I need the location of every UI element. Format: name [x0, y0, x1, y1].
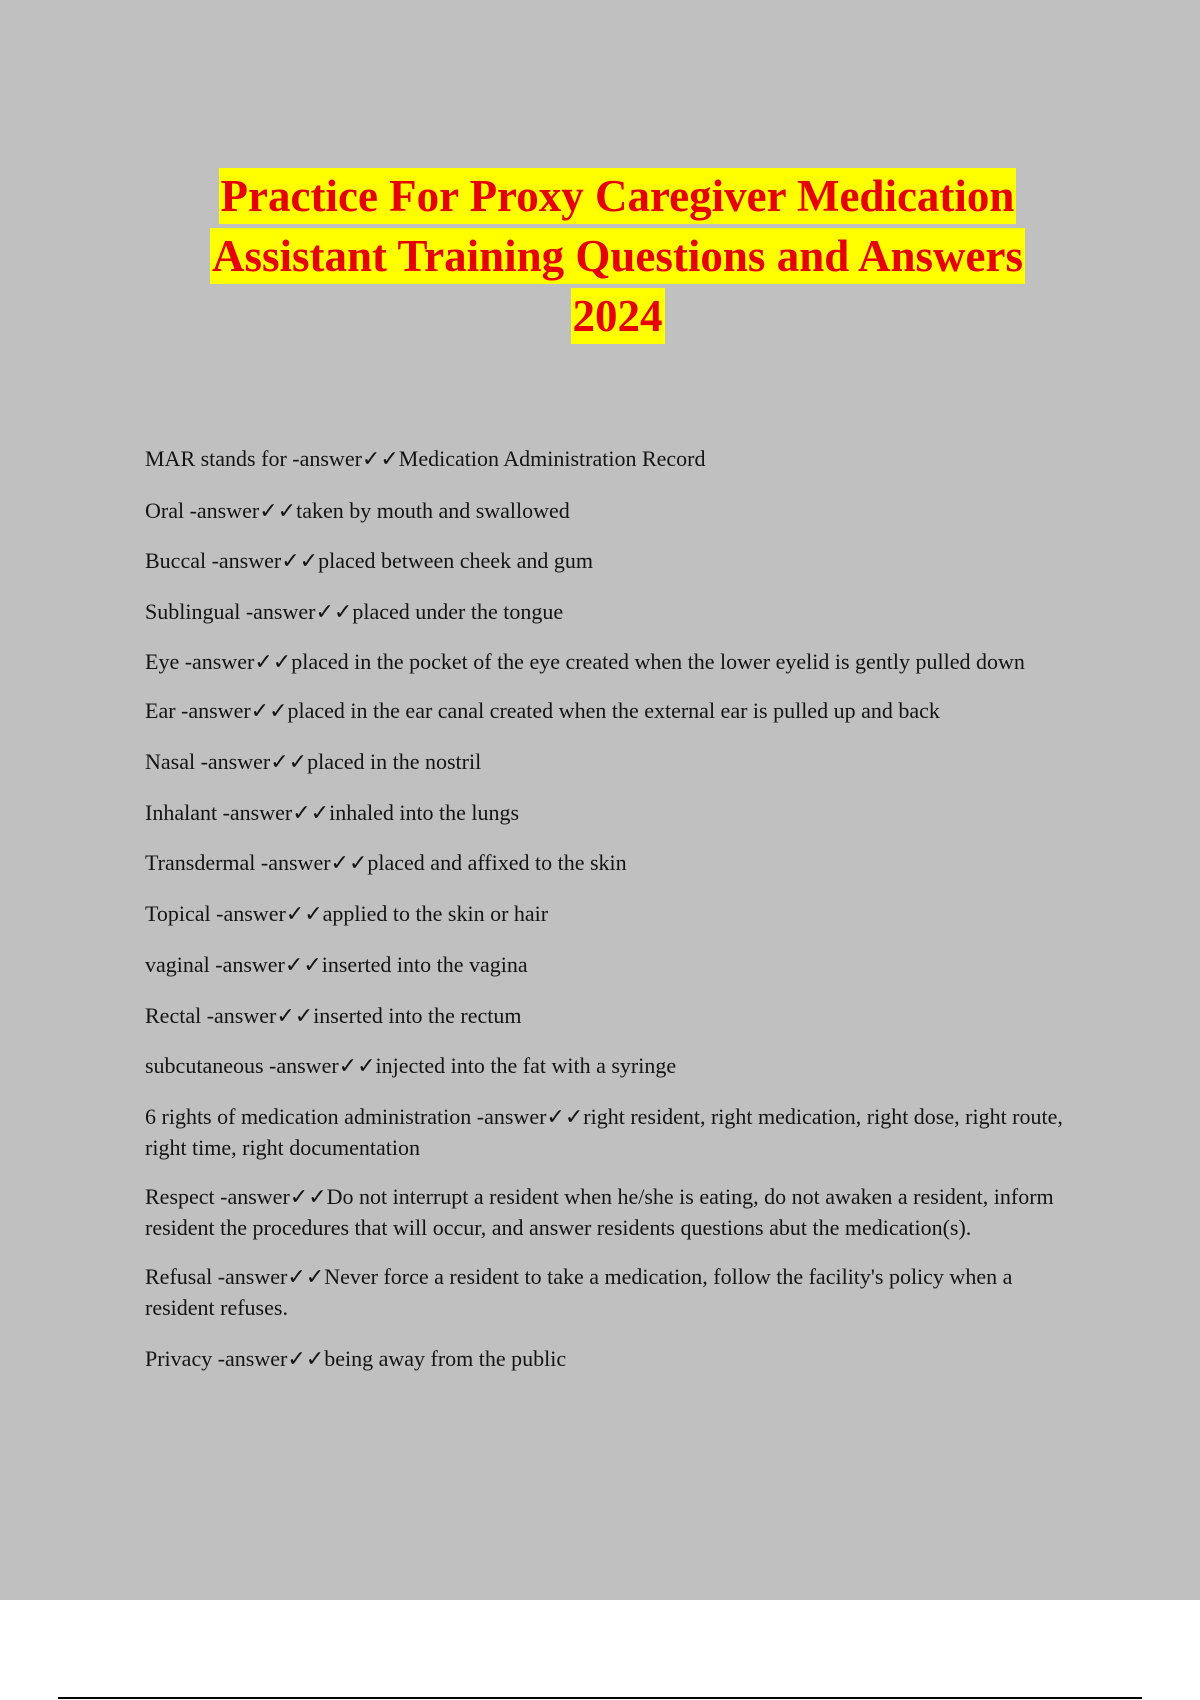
- qa-item: Oral -answer✓✓taken by mouth and swallowed: [145, 497, 570, 523]
- qa-item: Sublingual -answer✓✓placed under the tongue: [145, 598, 564, 624]
- qa-item: Respect -answer✓✓Do not interrupt a resident when he/she is eating, do not awaken a resident, inform resident the procedures that will occur, and answer residents questions abut the medication(s).: [145, 1183, 1054, 1240]
- qa-item: Rectal -answer✓✓inserted into the rectum: [145, 1002, 522, 1028]
- qa-item: Ear -answer✓✓placed in the ear canal created when the external ear is pulled up and back: [145, 697, 940, 723]
- title-line: Assistant Training Questions and Answers: [210, 228, 1025, 284]
- qa-item: Nasal -answer✓✓placed in the nostril: [145, 749, 482, 774]
- title-line: Practice For Proxy Caregiver Medication: [219, 168, 1017, 224]
- document-title: [0, 166, 1200, 346]
- footer-divider: [58, 1697, 1142, 1699]
- qa-item: vaginal -answer✓✓inserted into the vagina: [145, 952, 528, 977]
- qa-item: Refusal -answer✓✓Never force a resident to take a medication, follow the facility's policy when a resident refuses.: [145, 1263, 1013, 1320]
- qa-item: MAR stands for -answer✓✓Medication Administration Record: [145, 446, 706, 471]
- qa-item: Eye -answer✓✓placed in the pocket of the eye created when the lower eyelid is gently pulled down: [145, 649, 1025, 674]
- qa-item: Transdermal -answer✓✓placed and affixed to the skin: [145, 850, 627, 875]
- title-line: 2024: [571, 288, 665, 344]
- qa-item: 6 rights of medication administration -answer✓✓right resident, right medication, right dose, right route, right time, right documentation: [145, 1103, 1063, 1160]
- qa-item: Buccal -answer✓✓placed between cheek and gum: [145, 548, 593, 573]
- qa-item: Inhalant -answer✓✓inhaled into the lungs: [145, 799, 520, 825]
- qa-item: subcutaneous -answer✓✓injected into the fat with a syringe: [145, 1053, 677, 1078]
- qa-list: [145, 443, 1085, 1374]
- qa-item: Topical -answer✓✓applied to the skin or hair: [145, 900, 549, 926]
- qa-item: Privacy -answer✓✓being away from the public: [145, 1345, 567, 1371]
